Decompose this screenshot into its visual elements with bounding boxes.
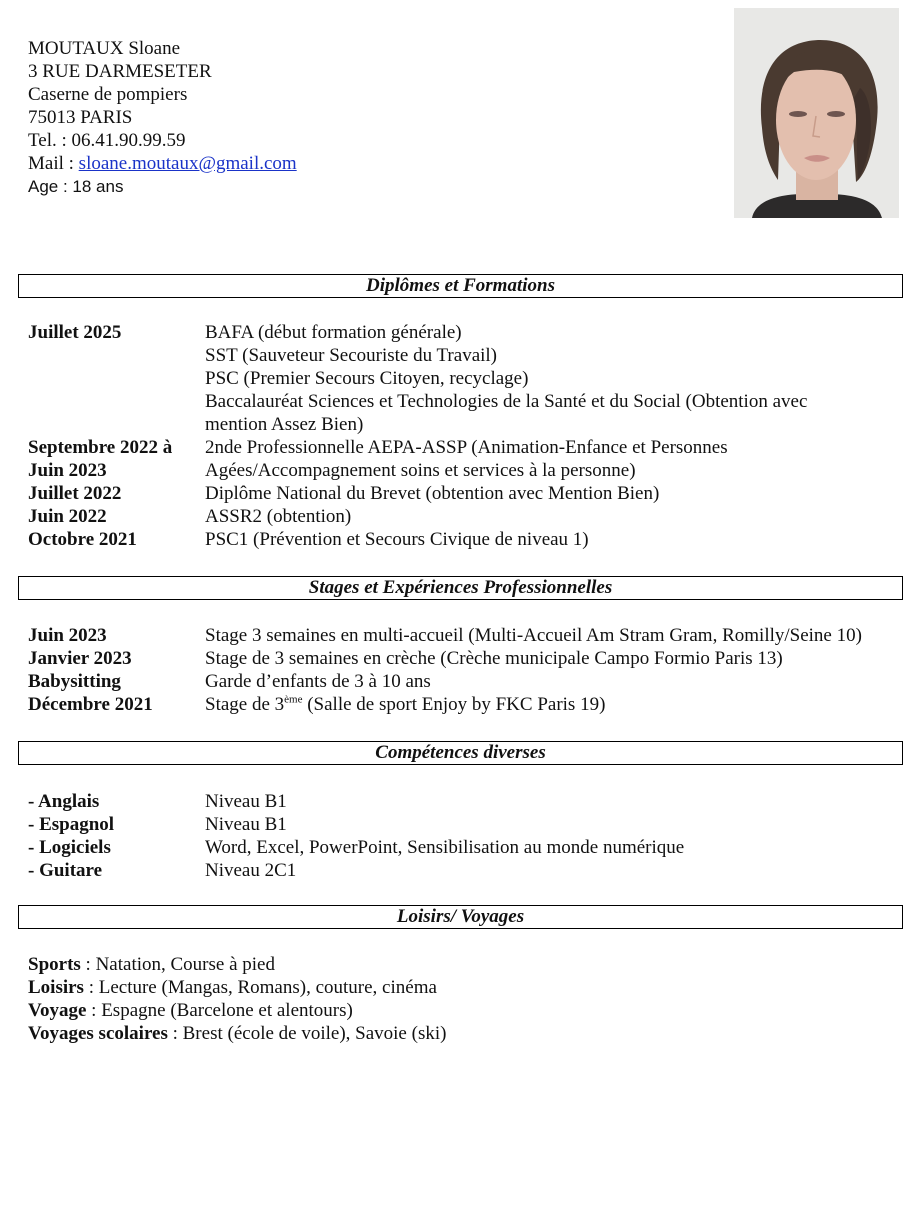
diploma-item: PSC (Premier Secours Citoyen, recyclage) — [205, 368, 529, 389]
skill-name: - Logiciels — [28, 837, 111, 858]
profile-photo — [734, 8, 899, 218]
diploma-item: Agées/Accompagnement soins et services à la personne) — [205, 460, 636, 481]
phone-label: Tel. : — [28, 130, 72, 151]
street-address: 3 RUE DARMESETER — [28, 61, 212, 82]
stage-date: Babysitting — [28, 671, 121, 692]
leisure-label: Voyage — [28, 1000, 87, 1021]
diploma-date — [28, 436, 205, 482]
diploma-date: Juin 2022 — [28, 506, 107, 527]
leisure-text: : Lecture (Mangas, Romans), couture, cinéma — [83, 977, 437, 998]
mail-line — [28, 152, 297, 175]
section-title-diplomes: Diplômes et Formations — [18, 274, 903, 298]
full-name: MOUTAUX Sloane — [28, 38, 181, 59]
skill-level: Word, Excel, PowerPoint, Sensibilisation au monde numérique — [205, 837, 685, 858]
diploma-item: PSC1 (Prévention et Secours Civique de niveau 1) — [205, 529, 589, 550]
leisure-label: Sports — [28, 954, 81, 975]
leisure-row — [28, 953, 446, 976]
leisure-row — [28, 999, 446, 1022]
stages-list — [28, 624, 905, 716]
diplomes-list — [28, 321, 905, 551]
diploma-item: Baccalauréat Sciences et Technologies de la Santé et du Social (Obtention avec — [205, 391, 808, 412]
skill-row — [28, 836, 905, 859]
diploma-date: Octobre 2021 — [28, 529, 137, 550]
skill-name: - Espagnol — [28, 814, 115, 835]
mail-label: Mail : — [28, 153, 79, 174]
superscript: ème — [284, 693, 303, 706]
diploma-row — [28, 482, 905, 505]
leisure-label: Loisirs — [28, 977, 84, 998]
text-prefix: Stage de 3 — [205, 694, 285, 715]
stage-date: Décembre 2021 — [28, 694, 153, 715]
diploma-date: Juillet 2025 — [28, 322, 122, 343]
leisure-row — [28, 976, 446, 999]
diploma-item: Diplôme National du Brevet (obtention avec Mention Bien) — [205, 483, 660, 504]
leisure-text: : Natation, Course à pied — [80, 954, 275, 975]
skill-level: Niveau B1 — [205, 814, 287, 835]
diploma-item: ASSR2 (obtention) — [205, 506, 352, 527]
stage-date: Janvier 2023 — [28, 648, 132, 669]
contact-block — [28, 37, 297, 198]
stage-description: Garde d’enfants de 3 à 10 ans — [205, 671, 431, 692]
skill-row — [28, 790, 905, 813]
competences-list — [28, 790, 905, 882]
section-title-competences: Compétences diverses — [18, 741, 903, 765]
skill-name: - Guitare — [28, 860, 103, 881]
stage-description: Stage de 3 semaines en crèche (Crèche municipale Campo Formio Paris 13) — [205, 648, 783, 669]
leisure-text: : Brest (école de voile), Savoie (ski) — [167, 1023, 447, 1044]
leisure-row — [28, 1022, 446, 1045]
section-title-stages: Stages et Expériences Professionnelles — [18, 576, 903, 600]
leisure-label: Voyages scolaires — [28, 1023, 168, 1044]
stage-row — [28, 647, 905, 670]
leisure-text: : Espagne (Barcelone et alentours) — [86, 1000, 353, 1021]
stage-row — [28, 670, 905, 693]
diploma-row — [28, 505, 905, 528]
skill-row — [28, 859, 905, 882]
diploma-item: SST (Sauveteur Secouriste du Travail) — [205, 345, 498, 366]
loisirs-list — [28, 953, 446, 1045]
diploma-row — [28, 321, 905, 436]
date-end: Juin 2023 — [28, 460, 107, 481]
diploma-item: BAFA (début formation générale) — [205, 322, 462, 343]
stage-description: Stage 3 semaines en multi-accueil (Multi-Accueil Am Stram Gram, Romilly/Seine 10) — [205, 625, 862, 646]
skill-level: Niveau 2C1 — [205, 860, 297, 881]
date-start: Septembre 2022 à — [28, 437, 173, 458]
stage-row — [28, 624, 905, 647]
email-link[interactable]: sloane.moutaux@gmail.com — [78, 153, 297, 174]
building: Caserne de pompiers — [28, 84, 188, 105]
phone-number: 06.41.90.99.59 — [71, 130, 186, 151]
skill-level: Niveau B1 — [205, 791, 287, 812]
age: Age : 18 ans — [28, 177, 124, 196]
portrait-image — [734, 8, 899, 218]
skill-row — [28, 813, 905, 836]
stage-row — [28, 693, 905, 716]
diploma-row — [28, 436, 905, 482]
diploma-row — [28, 528, 905, 551]
diploma-item: mention Assez Bien) — [205, 414, 364, 435]
diploma-item: 2nde Professionnelle AEPA-ASSP (Animation-Enfance et Personnes — [205, 437, 728, 458]
text-suffix: (Salle de sport Enjoy by FKC Paris 19) — [302, 694, 606, 715]
stage-date: Juin 2023 — [28, 625, 107, 646]
section-title-loisirs: Loisirs/ Voyages — [18, 905, 903, 929]
stage-description — [205, 693, 905, 716]
skill-name: - Anglais — [28, 791, 100, 812]
diploma-date: Juillet 2022 — [28, 483, 122, 504]
city: 75013 PARIS — [28, 107, 133, 128]
phone-line — [28, 129, 297, 152]
